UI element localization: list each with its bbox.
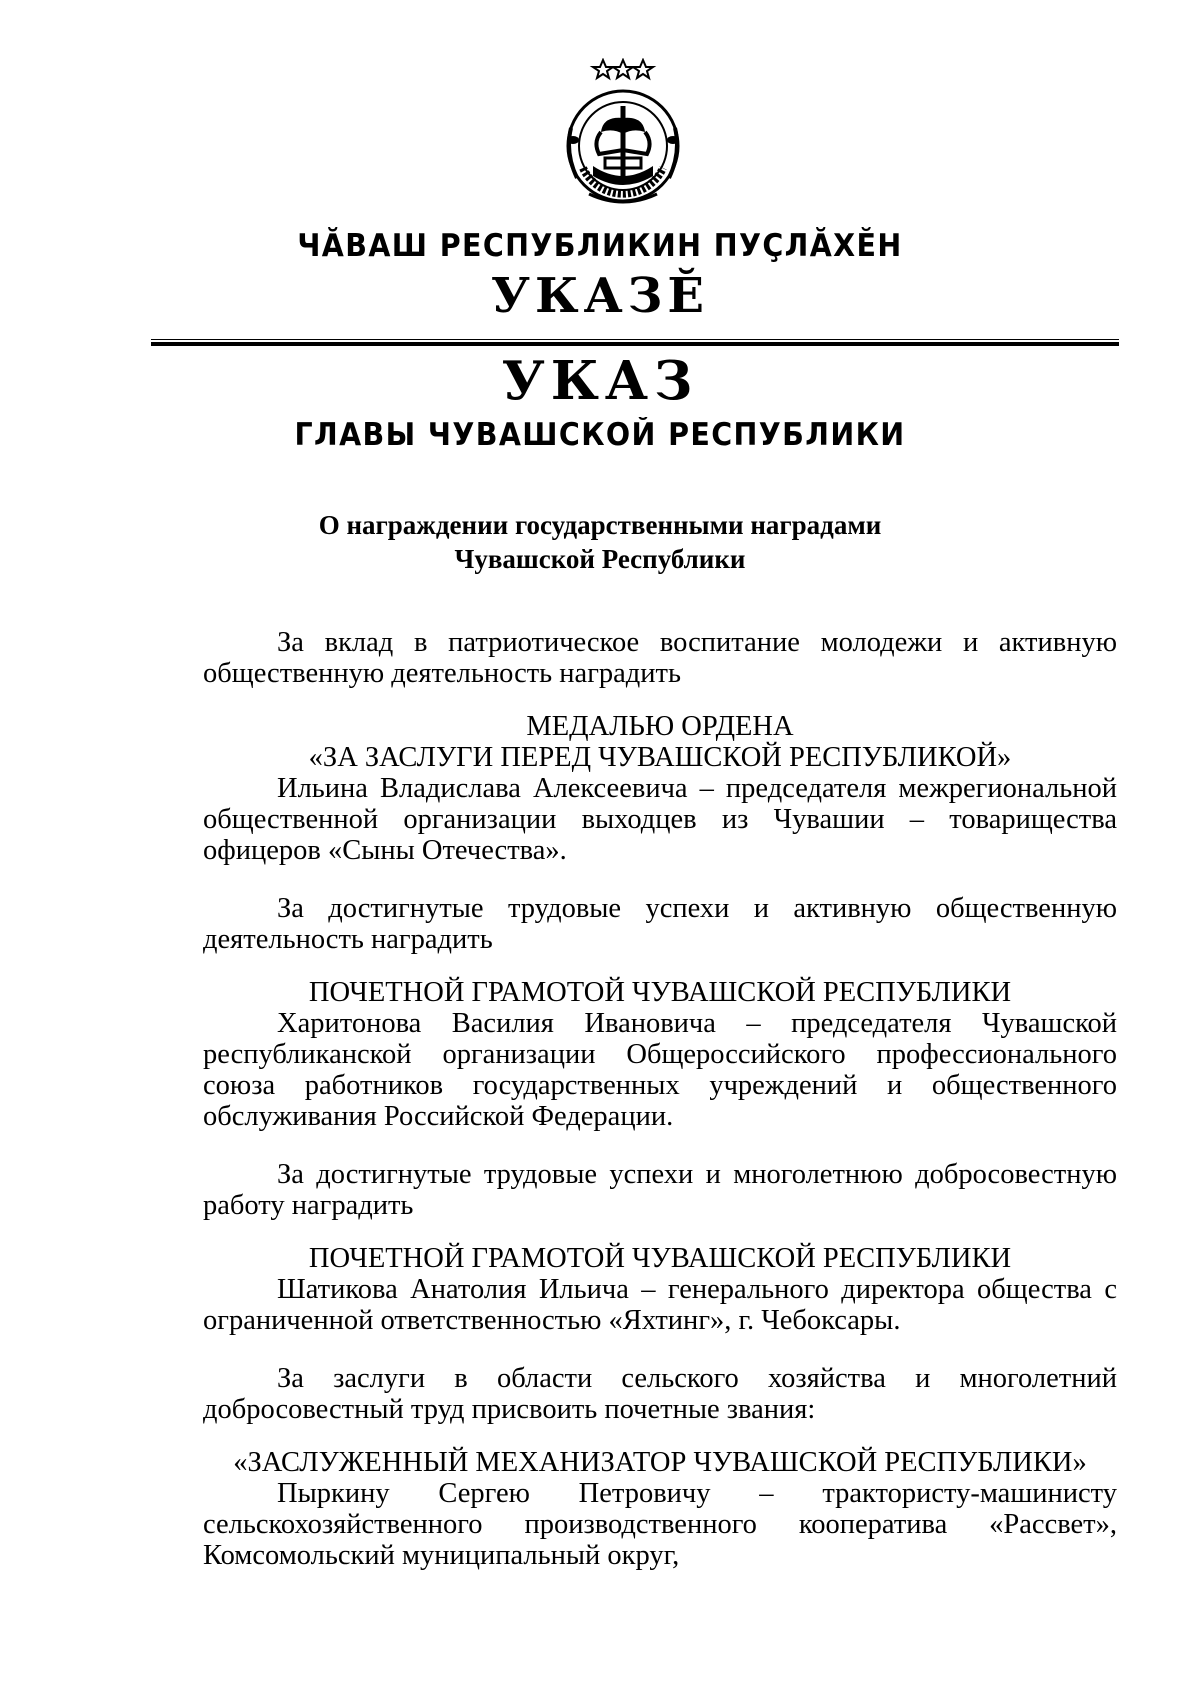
award-name: «ЗА ЗАСЛУГИ ПЕРЕД ЧУВАШСКОЙ РЕСПУБЛИКОЙ»: [308, 742, 1012, 773]
header-divider-thin: [151, 339, 1119, 340]
award-name: «ЗАСЛУЖЕННЫЙ МЕХАНИЗАТОР ЧУВАШСКОЙ РЕСПУБЛИКИ»: [233, 1447, 1087, 1478]
chuvash-header-line2: УКАЗĔ: [491, 268, 709, 324]
decree-title-line1: О награждении государственными наградами: [318, 510, 882, 540]
russian-header-line1: УКАЗ: [501, 350, 699, 412]
section-intro: За достигнутые трудовые успехи и многолетнюю добросовестную работу наградить: [203, 1159, 1117, 1221]
recipient-paragraph: Ильина Владислава Алексеевича – председателя межрегиональной общественной организации выходцев из Чувашии – товарищества офицеров «Сыны Отечества».: [203, 773, 1117, 866]
recipient-paragraph: Шатикова Анатолия Ильича – генерального директора общества с ограниченной ответственностью «Яхтинг», г. Чебоксары.: [203, 1274, 1117, 1336]
decree-body: [203, 627, 1117, 1571]
award-name: ПОЧЕТНОЙ ГРАМОТОЙ ЧУВАШСКОЙ РЕСПУБЛИКИ: [308, 1243, 1012, 1274]
recipient-paragraph: Пыркину Сергею Петровичу – трактористу-машинисту сельскохозяйственного производственного кооператива «Рассвет», Комсомольский муниципальный округ,: [203, 1478, 1117, 1571]
recipient-paragraph: Харитонова Василия Ивановича – председателя Чувашской республиканской организации Общероссийского профессионального союза работников государственных учреждений и общественного обслуживания Российской Федерации.: [203, 1008, 1117, 1132]
russian-header-line2: ГЛАВЫ ЧУВАШСКОЙ РЕСПУБЛИКИ: [294, 417, 906, 453]
decree-title-line2: Чувашской Республики: [454, 544, 746, 574]
section-intro: За заслуги в области сельского хозяйства и многолетний добросовестный труд присвоить почетные звания:: [203, 1363, 1117, 1425]
chuvash-republic-emblem-icon: [563, 58, 683, 218]
section-intro: За достигнутые трудовые успехи и активную общественную деятельность наградить: [203, 893, 1117, 955]
section-intro: За вклад в патриотическое воспитание молодежи и активную общественную деятельность наградить: [203, 627, 1117, 689]
chuvash-header-line1: ЧĂВАШ РЕСПУБЛИКИН ПУÇЛĂХĔН: [297, 228, 903, 264]
award-name: ПОЧЕТНОЙ ГРАМОТОЙ ЧУВАШСКОЙ РЕСПУБЛИКИ: [308, 977, 1012, 1008]
award-name: МЕДАЛЬЮ ОРДЕНА: [526, 711, 794, 742]
decree-title: [0, 508, 1200, 576]
header-divider-thick: [151, 342, 1119, 346]
